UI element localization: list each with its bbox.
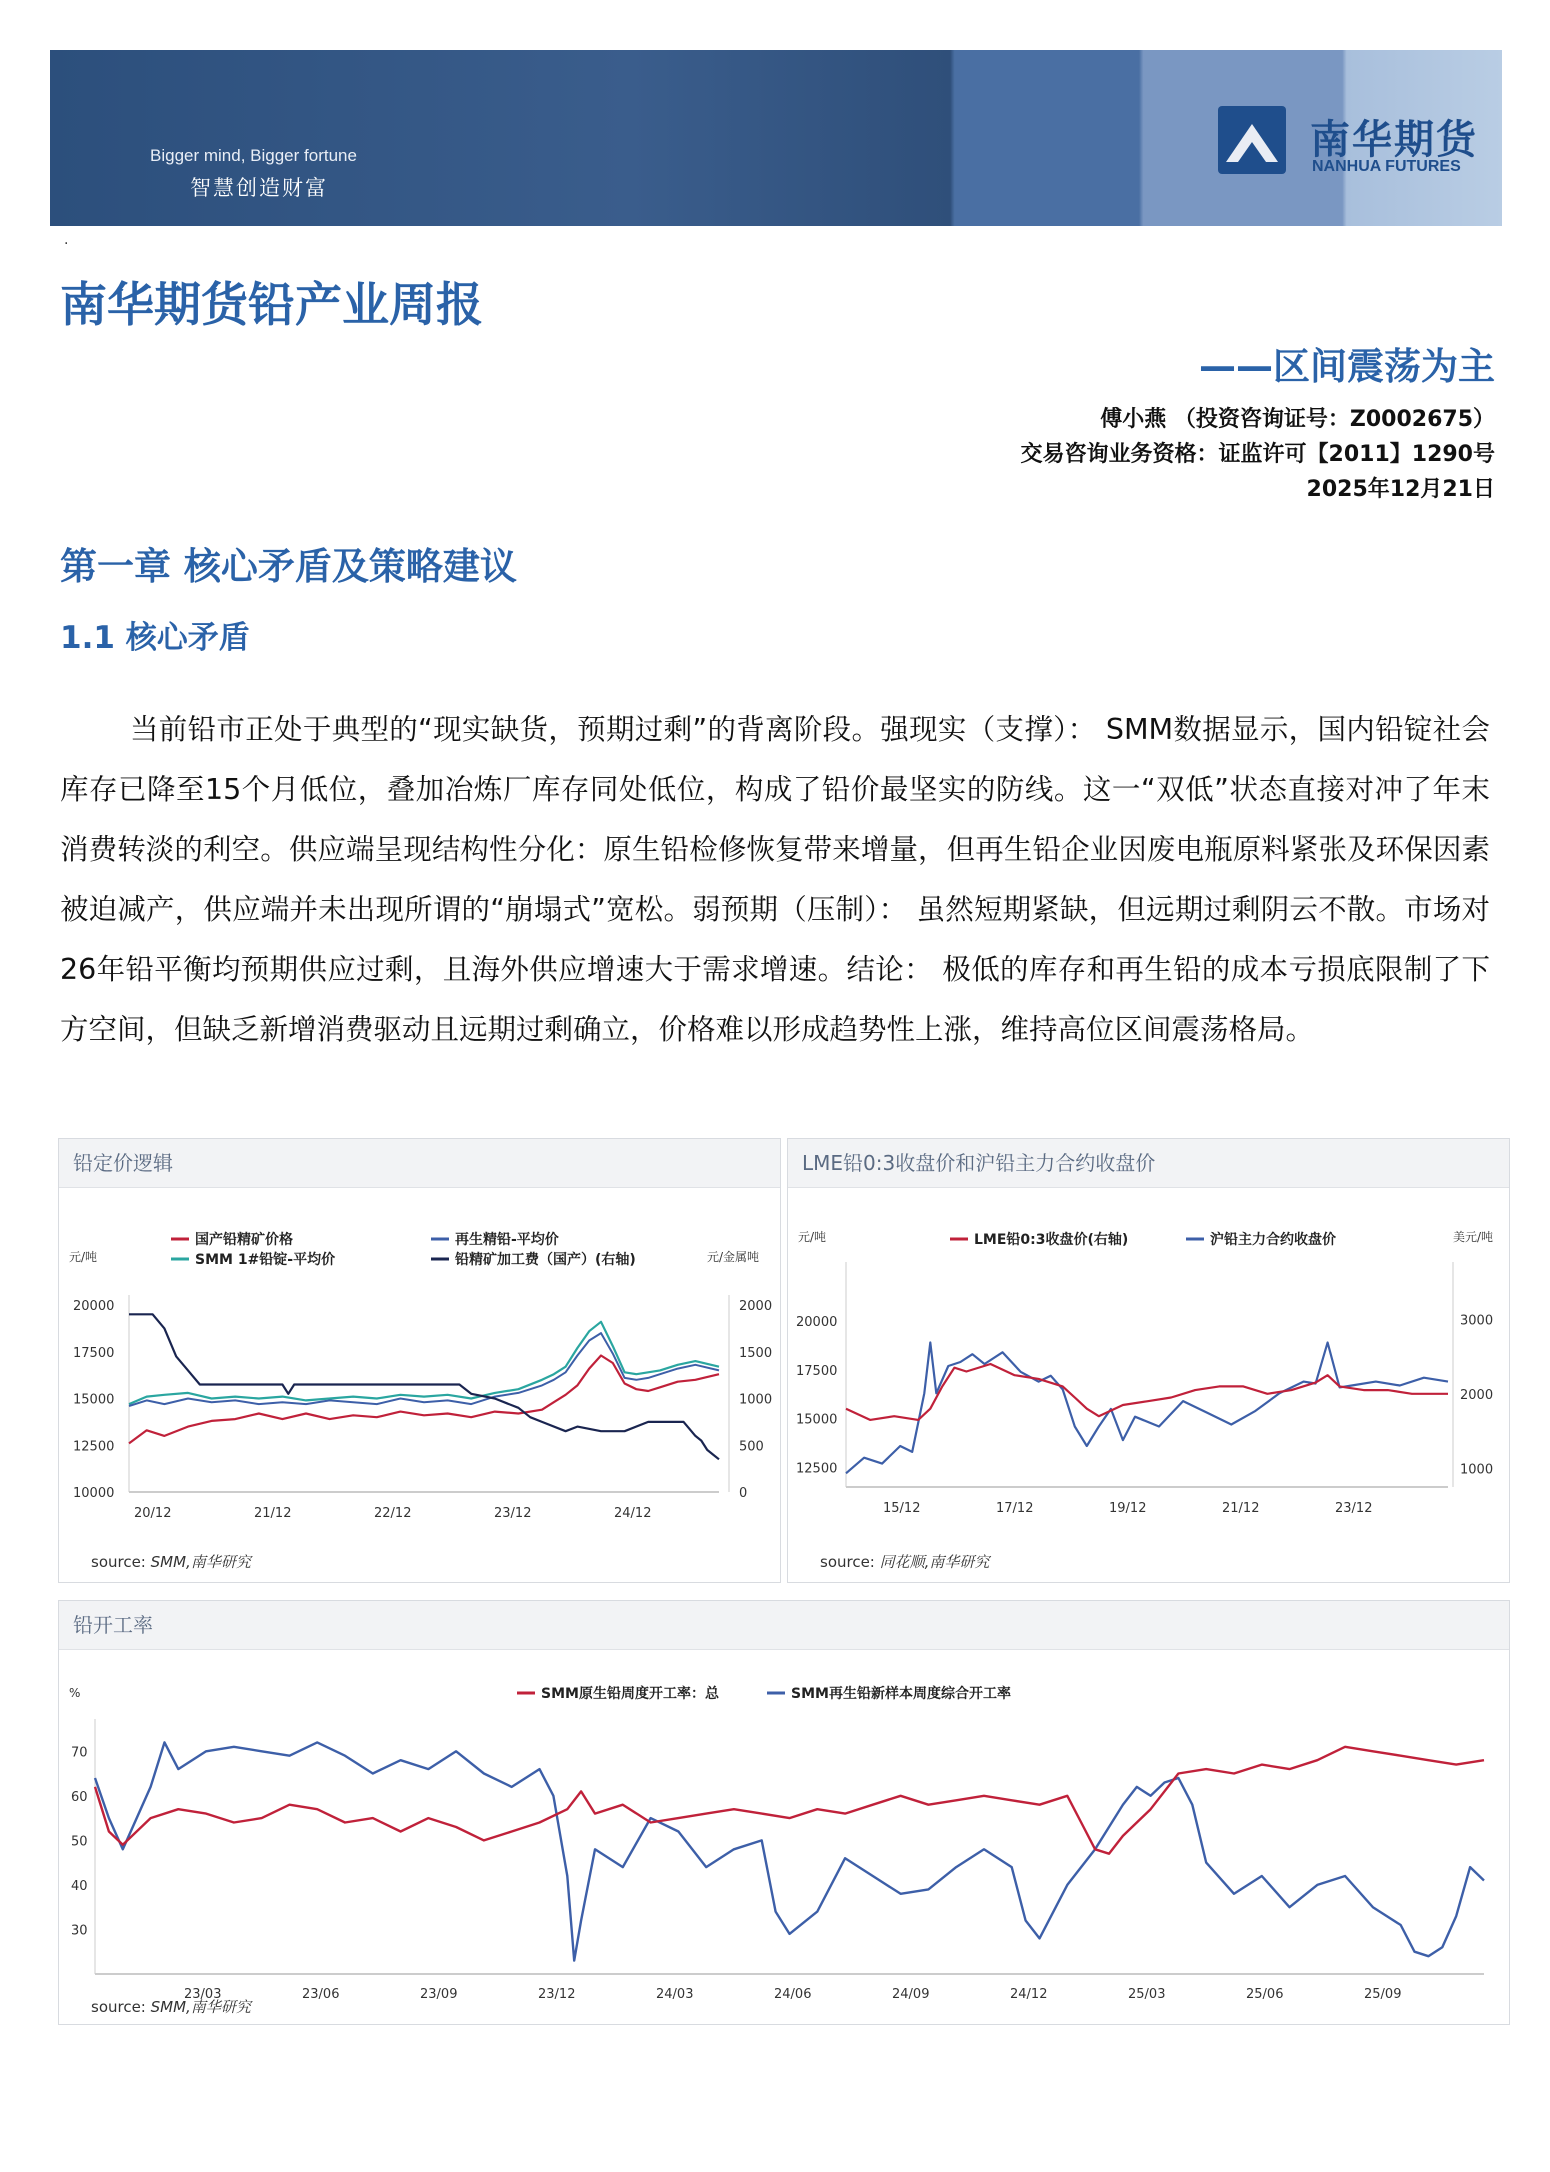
date-line: 2025年12月21日: [1306, 477, 1495, 502]
x-tick: 24/03: [656, 1987, 694, 2002]
author-line: 傅小燕 （投资咨询证号：Z0002675）: [1100, 407, 1495, 432]
slogan-en: Bigger mind, Bigger fortune: [150, 146, 357, 165]
body-paragraph: 当前铅市正处于典型的“现实缺货，预期过剩”的背离阶段。强现实（支撑）： SMM数据显示，国内铅锭社会库存已降至15个月低位，叠加冶炼厂库存同处低位，构成了铅价最坚实的防线。这一“双低”状态直接对冲了年末消费转淡的利空。供应端呈现结构性分化：原生铅检修恢复带来增量，但再生铅企业因废电瓶原料紧张及环保因素被迫减产，供应端并未出现所谓的“崩塌式”宽松。弱预期（压制）： 虽然短期紧缺，但远期过剩阴云不散。市场对26年铅平衡均预期供应过剩，且海外供应增速大于需求增速。结论： 极低的库存和再生铅的成本亏损底限制了下方空间，但缺乏新增消费驱动且远期过剩确立，价格难以形成趋势性上涨，维持高位区间震荡格局。: [60, 713, 1490, 1046]
x-tick: 23/12: [538, 1987, 576, 2002]
chart-source: source: 同花顺,南华研究: [820, 1553, 990, 1571]
y-tick-right: 0: [739, 1486, 748, 1501]
series-primary: [95, 1747, 1484, 1854]
x-tick: 23/12: [1335, 1501, 1373, 1516]
y-tick: 60: [71, 1789, 88, 1805]
report-meta: [1021, 402, 1495, 507]
y-tick-left: 20000: [796, 1315, 838, 1331]
x-tick: 24/12: [614, 1506, 652, 1521]
panel-title: 铅开工率: [59, 1601, 1509, 1650]
series-smm1: [129, 1322, 719, 1404]
page-dot: .: [64, 232, 69, 248]
series-recycled: [95, 1742, 1484, 1960]
y-tick-left: 20000: [73, 1299, 115, 1314]
report-title: 南华期货铅产业周报: [60, 278, 483, 333]
y-tick-left: 17500: [796, 1363, 838, 1379]
chart-panel-lme-shfe: [787, 1138, 1510, 1583]
panel-title: LME铅0:3收盘价和沪铅主力合约收盘价: [788, 1139, 1509, 1188]
panel-title: 铅定价逻辑: [59, 1139, 780, 1188]
y-tick-left: 12500: [73, 1439, 115, 1455]
nanhua-logo-icon: [1216, 104, 1288, 176]
series-recycled: [129, 1333, 719, 1406]
chart-operating-rate: [59, 1649, 1509, 2024]
x-tick: 25/03: [1128, 1987, 1166, 2002]
x-tick: 15/12: [883, 1501, 921, 1516]
report-subtitle: ——区间震荡为主: [1199, 345, 1495, 388]
logo-text-en: NANHUA FUTURES: [1312, 158, 1461, 175]
section-heading: 1.1 核心矛盾: [60, 620, 250, 656]
chart-panel-operating-rate: [58, 1600, 1510, 2025]
y-tick-left: 17500: [73, 1345, 115, 1361]
y-unit-left: 元/吨: [69, 1250, 98, 1264]
y-tick-left: 15000: [796, 1412, 838, 1428]
x-tick: 23/12: [494, 1506, 532, 1521]
x-tick: 25/09: [1364, 1987, 1402, 2002]
x-tick: 25/06: [1246, 1987, 1284, 2002]
x-tick: 21/12: [1222, 1501, 1260, 1516]
chart-lme-shfe: [788, 1187, 1509, 1582]
chart-source: source: SMM,南华研究: [91, 1553, 251, 1571]
y-tick-left: 12500: [796, 1461, 838, 1477]
legend-recycled-label: 再生精铅-平均价: [455, 1232, 559, 1248]
legend-smm1-label: SMM 1#铅锭-平均价: [195, 1252, 336, 1268]
chart-panel-pricing-logic: [58, 1138, 781, 1583]
y-unit-right: 美元/吨: [1453, 1230, 1494, 1244]
x-tick: 23/06: [302, 1987, 340, 2002]
y-unit-left: 元/吨: [798, 1230, 827, 1244]
y-tick-left: 15000: [73, 1392, 115, 1408]
x-tick: 20/12: [134, 1506, 172, 1521]
license-line: 交易咨询业务资格：证监许可【2011】1290号: [1020, 442, 1495, 467]
x-tick: 17/12: [996, 1501, 1034, 1516]
y-tick-right: 500: [739, 1439, 764, 1455]
legend-recycled-label: SMM再生铅新样本周度综合开工率: [791, 1686, 1011, 1702]
legend-primary-label: SMM原生铅周度开工率：总: [541, 1686, 719, 1702]
legend-shfe-label: 沪铅主力合约收盘价: [1210, 1232, 1336, 1248]
legend-lme-label: LME铅0:3收盘价(右轴): [974, 1232, 1129, 1248]
legend-tc-label: 铅精矿加工费（国产）(右轴): [455, 1252, 636, 1268]
y-tick: 50: [71, 1834, 88, 1850]
slogan-cn: 智慧创造财富: [190, 176, 328, 200]
x-tick: 21/12: [254, 1506, 292, 1521]
chart-source: source: SMM,南华研究: [91, 1998, 251, 2016]
y-unit: %: [69, 1686, 81, 1700]
y-tick-right: 2000: [739, 1299, 773, 1314]
x-tick: 24/09: [892, 1987, 930, 2002]
x-tick: 24/12: [1010, 1987, 1048, 2002]
chapter-heading: 第一章 核心矛盾及策略建议: [60, 545, 517, 588]
y-tick: 70: [71, 1745, 88, 1761]
x-tick: 23/09: [420, 1987, 458, 2002]
y-tick-right: 3000: [1460, 1313, 1494, 1329]
x-tick: 23/03: [184, 1987, 222, 2002]
x-tick: 24/06: [774, 1987, 812, 2002]
y-tick: 30: [71, 1923, 88, 1939]
y-tick-left: 10000: [73, 1486, 115, 1501]
y-unit-right: 元/金属吨: [707, 1250, 760, 1264]
legend-ore-label: 国产铅精矿价格: [195, 1232, 293, 1248]
series-ore: [129, 1356, 719, 1444]
logo-text-cn: 南华期货: [1310, 117, 1478, 163]
y-tick: 40: [71, 1878, 88, 1894]
chart-pricing-logic: [59, 1187, 780, 1582]
y-tick-right: 2000: [1460, 1387, 1494, 1403]
y-tick-right: 1500: [739, 1345, 773, 1361]
x-tick: 19/12: [1109, 1501, 1147, 1516]
y-tick-right: 1000: [1460, 1462, 1494, 1478]
y-tick-right: 1000: [739, 1392, 773, 1408]
x-tick: 22/12: [374, 1506, 412, 1521]
series-shfe: [846, 1343, 1448, 1474]
